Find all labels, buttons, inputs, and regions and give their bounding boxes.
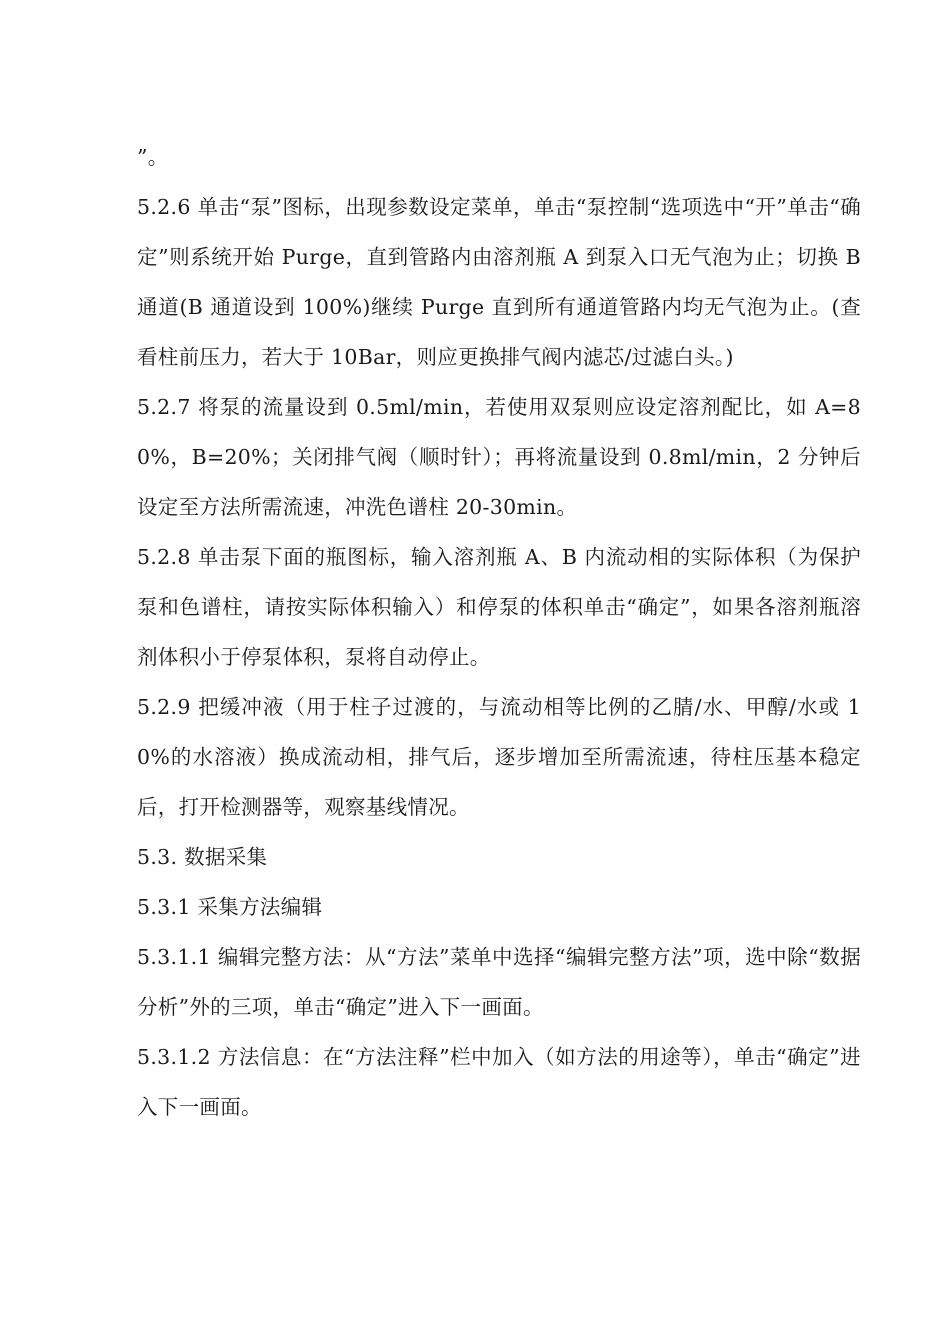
paragraph-closing-quote: ”。 xyxy=(137,145,169,169)
heading-5-3: 5.3. 数据采集 xyxy=(137,845,268,869)
paragraph-5-2-6: 5.2.6 单击“泵”图标，出现参数设定菜单，单击“泵控制“选项选中“开”单击“确定”则系统开始 Purge，直到管路内由溶剂瓶 A 到泵入口无气泡为止；切换 B 通道(B 通道设到 100%)继续 Purge 直到所有通道管路内均无气泡为止。(查看柱前压力，若大于 10Bar，则应更换排气阀内滤芯/过滤白头。) xyxy=(137,195,861,369)
paragraph-5-3-1-2: 5.3.1.2 方法信息：在“方法注释”栏中加入（如方法的用途等），单击“确定”进入下一画面。 xyxy=(137,1045,861,1119)
heading-5-3-1: 5.3.1 采集方法编辑 xyxy=(137,895,323,919)
paragraph-5-2-8: 5.2.8 单击泵下面的瓶图标，输入溶剂瓶 A、B 内流动相的实际体积（为保护泵和色谱柱，请按实际体积输入）和停泵的体积单击“确定”，如果各溶剂瓶溶剂体积小于停泵体积，泵将自动停止。 xyxy=(137,545,861,669)
paragraph-5-2-9: 5.2.9 把缓冲液（用于柱子过渡的，与流动相等比例的乙腈/水、甲醇/水或 10%的水溶液）换成流动相，排气后，逐步增加至所需流速，待柱压基本稳定后，打开检测器等，观察基线情况。 xyxy=(137,695,861,819)
paragraph-5-3-1-1: 5.3.1.1 编辑完整方法：从“方法”菜单中选择“编辑完整方法”项，选中除“数据分析”外的三项，单击“确定”进入下一画面。 xyxy=(137,945,861,1019)
paragraph-5-2-7: 5.2.7 将泵的流量设到 0.5ml/min，若使用双泵则应设定溶剂配比，如 A=80%，B=20%；关闭排气阀（顺时针）；再将流量设到 0.8ml/min，2 分钟后设定至方法所需流速，冲洗色谱柱 20-30min。 xyxy=(137,395,861,519)
document-body xyxy=(137,132,861,1132)
